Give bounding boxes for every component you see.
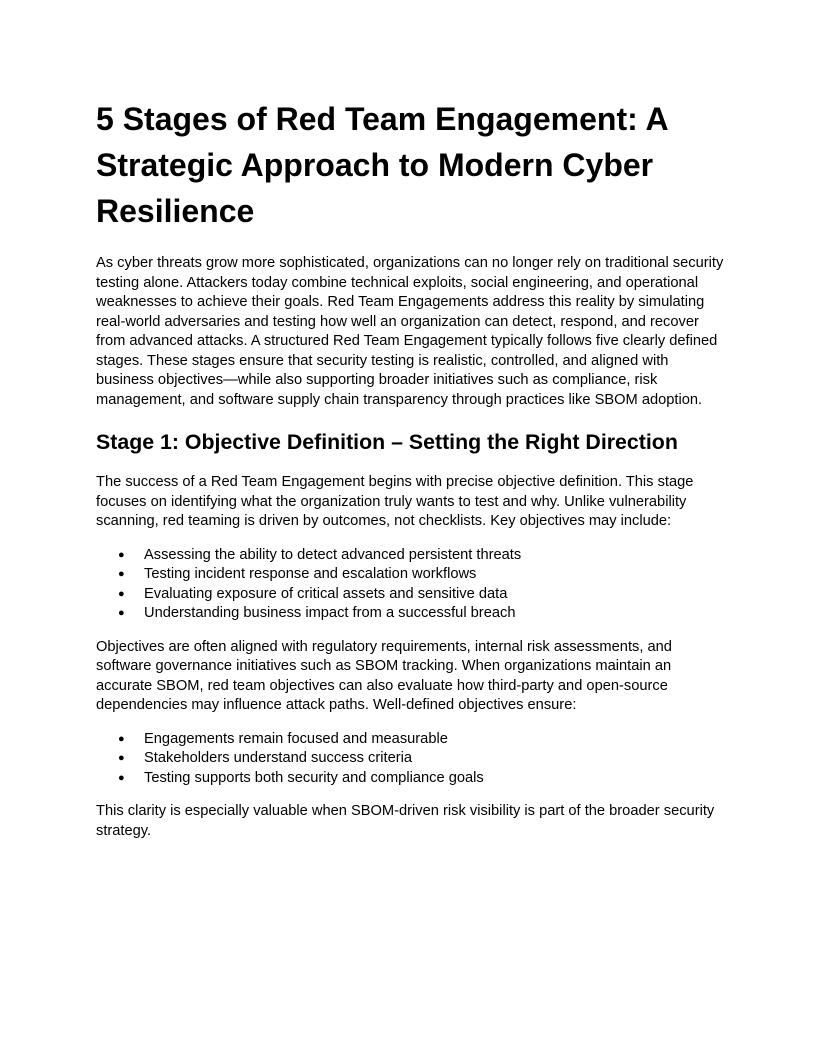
document-page xyxy=(96,96,724,841)
bullet-icon: ● xyxy=(118,752,125,764)
list-item-text: Assessing the ability to detect advanced persistent threats xyxy=(144,546,522,563)
bullet-icon: ● xyxy=(118,607,125,619)
list-item xyxy=(96,565,724,585)
stage-1-paragraph-1: The success of a Red Team Engagement begins with precise objective definition. This stage focuses on identifying what the organization truly wants to test and why. Unlike vulnerability scanning, red teaming is driven by outcomes, not checklists. Key objectives may include: xyxy=(96,474,694,529)
list-item-text: Understanding business impact from a successful breach xyxy=(144,605,516,621)
stage-1-paragraph-2: Objectives are often aligned with regulatory requirements, internal risk assessments, and software governance initiatives such as SBOM tracking. When organizations maintain an accurate SBOM, red team objectives can also evaluate how third-party and open-source dependencies may influence attack paths. Well-defined objectives ensure: xyxy=(96,638,672,713)
objectives-list xyxy=(96,546,724,624)
stage-1-paragraph-3: This clarity is especially valuable when SBOM-driven risk visibility is part of the broader security strategy. xyxy=(96,803,715,839)
list-item-text: Engagements remain focused and measurable xyxy=(144,730,448,747)
list-item xyxy=(96,730,724,750)
list-item xyxy=(96,769,724,789)
bullet-icon: ● xyxy=(118,587,125,600)
bullet-icon: ● xyxy=(118,732,125,745)
bullet-icon: ● xyxy=(118,568,125,580)
list-item-text: Stakeholders understand success criteria xyxy=(144,750,413,766)
list-item-text: Testing incident response and escalation workflows xyxy=(144,566,477,582)
intro-paragraph: As cyber threats grow more sophisticated, organizations can no longer rely on traditional security testing alone. Attackers today combine technical exploits, social engineering, and operational weaknesses to achieve their goals. Red Team Engagements address this reality by simulating real-world adversaries and testing how well an organization can detect, respond, and recover from advanced attacks. A structured Red Team Engagement typically follows five clearly defined stages. These stages ensure that security testing is realistic, controlled, and aligned with business objectives—while also supporting broader initiatives such as compliance, risk management, and software supply chain transparency through practices like SBOM adoption. xyxy=(96,255,724,408)
list-item xyxy=(96,604,724,624)
list-item xyxy=(96,585,724,605)
document-title: 5 Stages of Red Team Engagement: A Strategic Approach to Modern Cyber Resilience xyxy=(96,101,668,229)
list-item xyxy=(96,749,724,769)
bullet-icon: ● xyxy=(118,771,125,784)
bullet-icon: ● xyxy=(118,548,125,561)
list-item xyxy=(96,546,724,566)
list-item-text: Evaluating exposure of critical assets and sensitive data xyxy=(144,585,508,602)
outcomes-list xyxy=(96,730,724,789)
list-item-text: Testing supports both security and compliance goals xyxy=(144,769,484,786)
stage-1-heading: Stage 1: Objective Definition – Setting the Right Direction xyxy=(96,430,678,454)
